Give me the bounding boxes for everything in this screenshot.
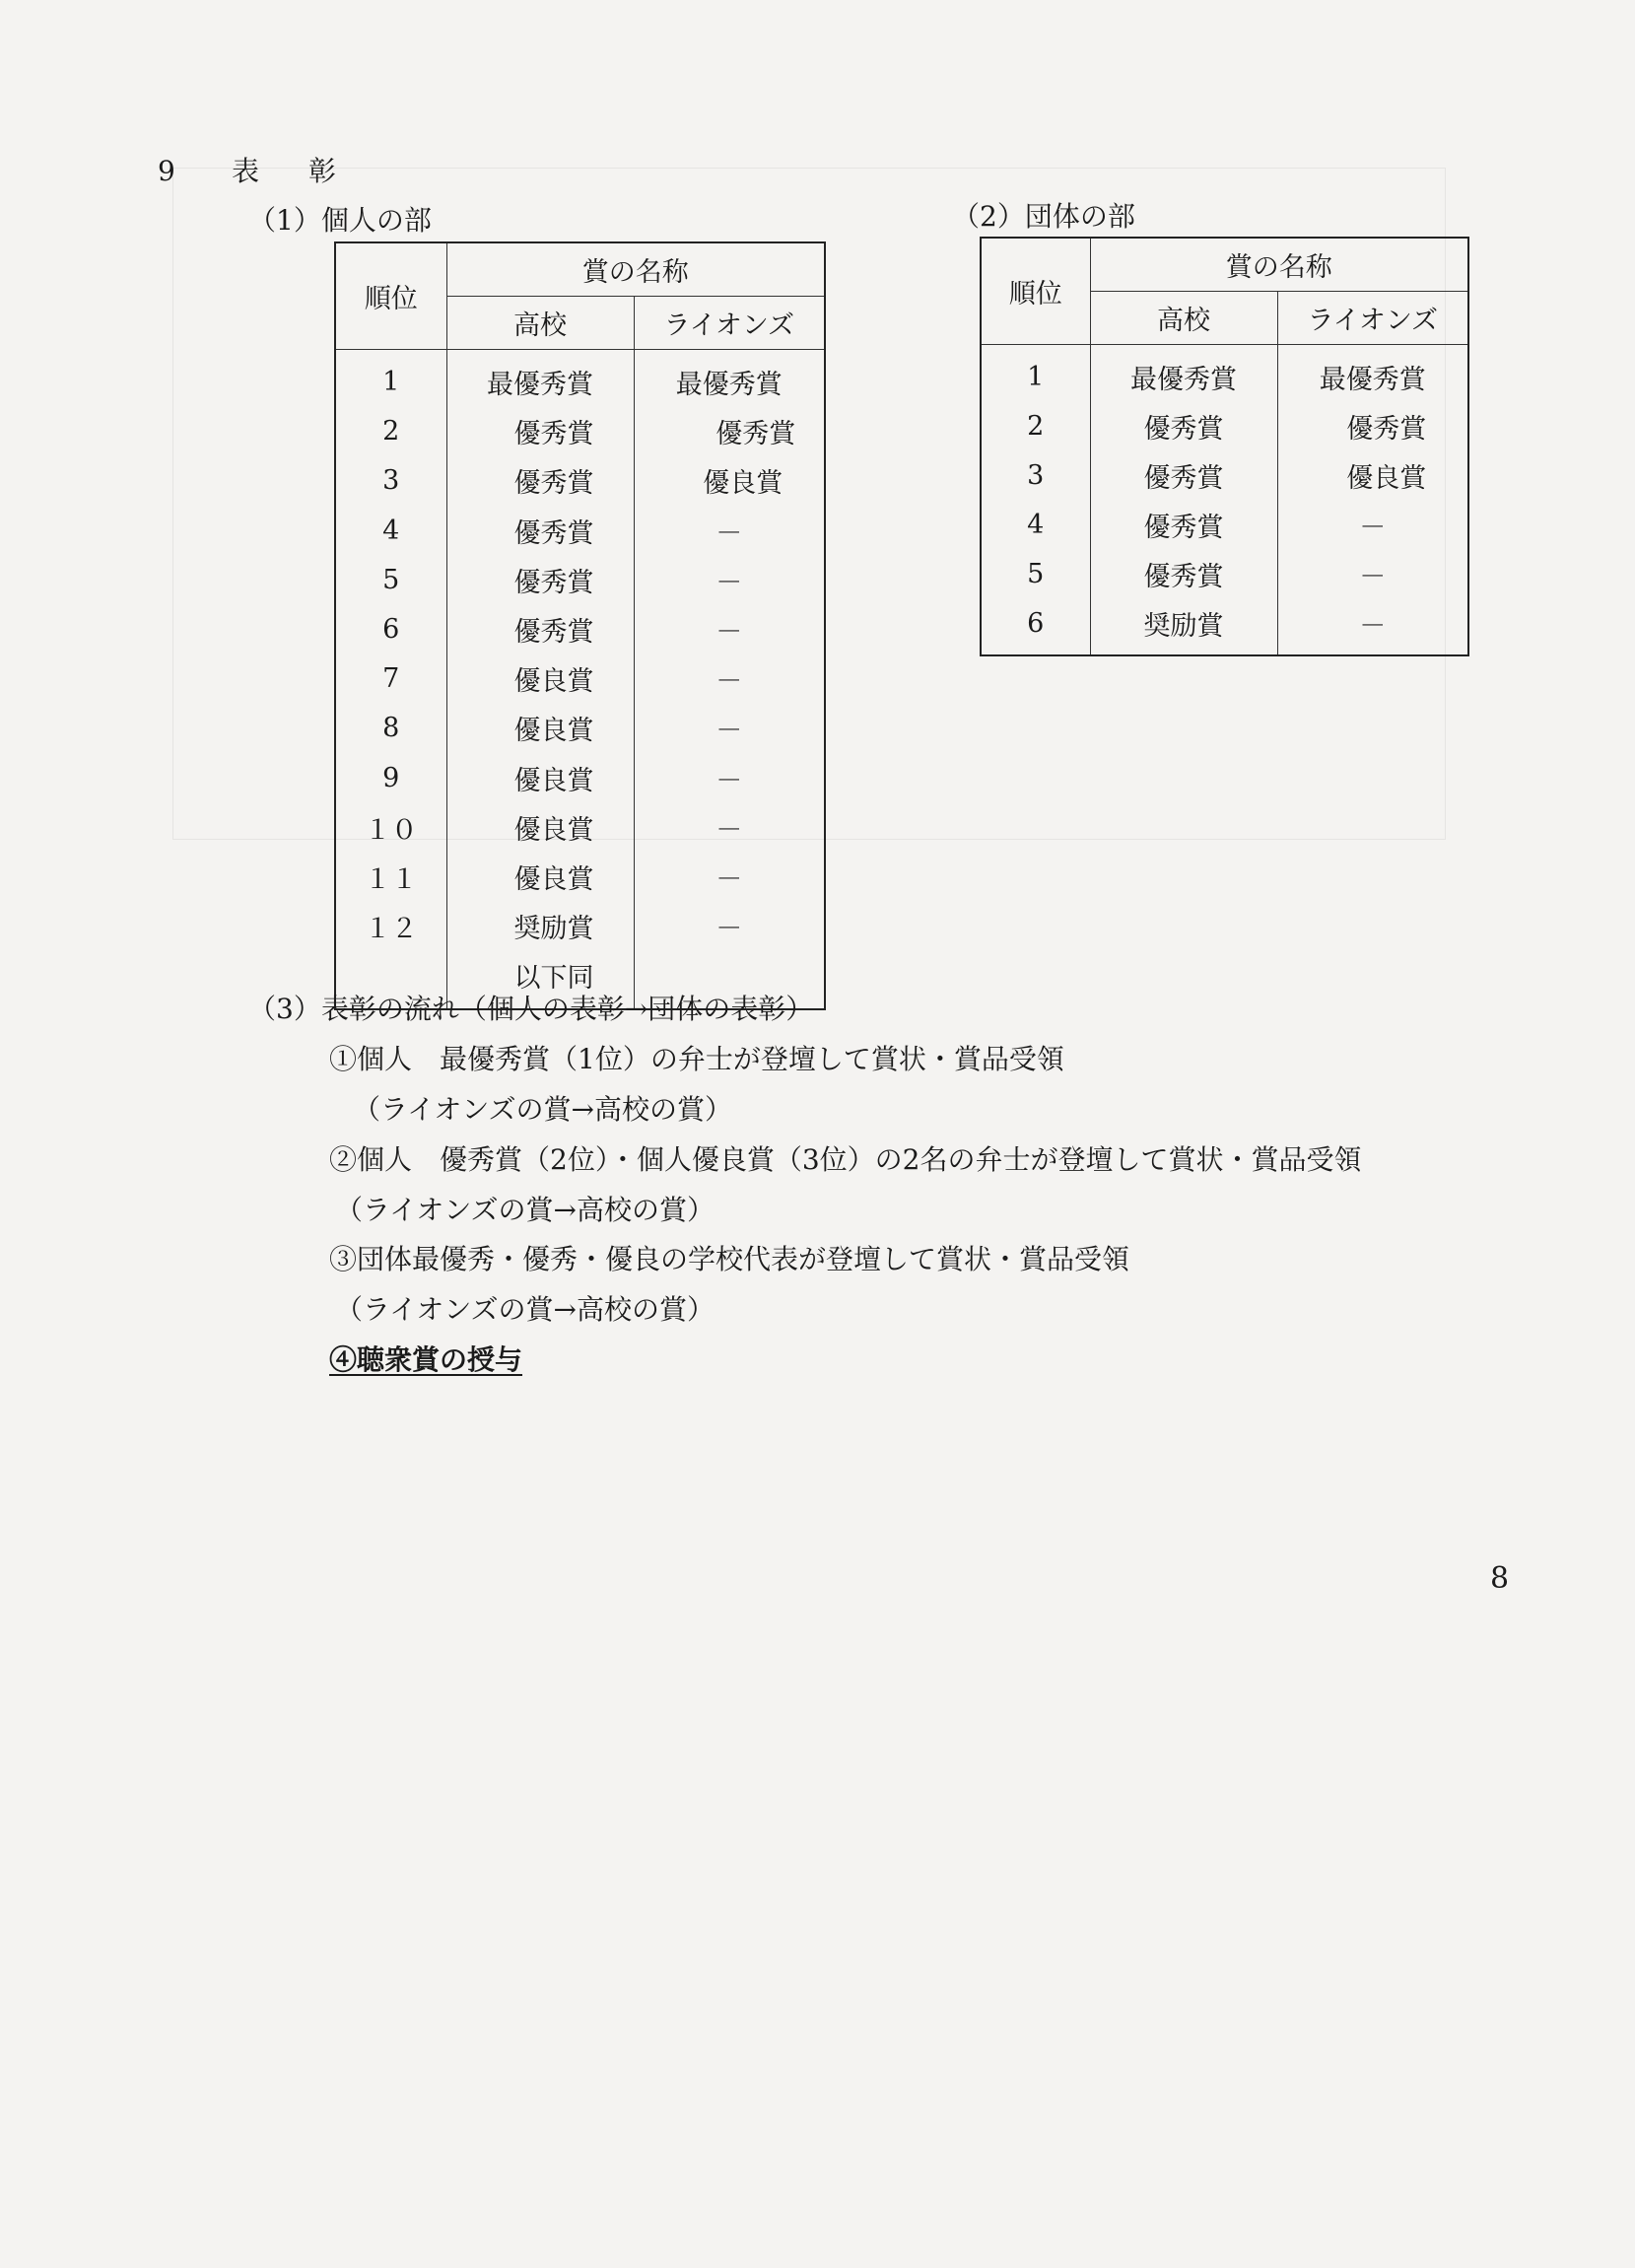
header-prize-name: 賞の名称 [1090, 238, 1468, 291]
section-heading [158, 150, 338, 189]
header-lions: ライオンズ [634, 296, 825, 349]
rank-cell: 9 [335, 753, 446, 802]
table-row [335, 753, 825, 802]
school-award-cell: 最優秀賞 [1090, 344, 1277, 402]
rank-cell: １０ [335, 802, 446, 852]
lions-award-cell: － [634, 852, 825, 901]
table-row [335, 654, 825, 704]
lions-award-cell: － [634, 506, 825, 555]
header-rank: 順位 [335, 242, 446, 349]
table-row [981, 344, 1468, 402]
lions-award-cell: 優秀賞 [1277, 402, 1468, 451]
lions-award-cell: － [1277, 501, 1468, 550]
school-award-cell: 最優秀賞 [446, 349, 634, 407]
table-row [981, 501, 1468, 550]
header-school: 高校 [1090, 291, 1277, 344]
rank-cell: 5 [335, 555, 446, 604]
individual-heading: （1）個人の部 [248, 204, 432, 237]
rank-cell: 7 [335, 654, 446, 704]
table-row [335, 704, 825, 753]
school-award-cell: 優秀賞 [446, 555, 634, 604]
table-row [981, 599, 1468, 655]
flow-item-3: ③団体最優秀・優秀・優良の学校代表が登壇して賞状・賞品受領 [329, 1243, 1130, 1275]
flow-item-1: ①個人 最優秀賞（1位）の弁士が登壇して賞状・賞品受領 [329, 1043, 1064, 1075]
rank-cell: 4 [981, 501, 1090, 550]
rank-cell: 2 [335, 407, 446, 456]
rank-cell: 5 [981, 550, 1090, 599]
lions-award-cell: － [634, 555, 825, 604]
rank-cell: 6 [335, 604, 446, 653]
section-title-char-1: 表 [232, 155, 262, 187]
rank-cell: 1 [981, 344, 1090, 402]
flow-item-4: ④聴衆賞の授与 [329, 1343, 523, 1376]
table-row [335, 604, 825, 653]
table-row [335, 349, 825, 407]
rank-cell: １２ [335, 902, 446, 951]
school-award-cell: 優秀賞 [446, 604, 634, 653]
table-row [981, 402, 1468, 451]
flow-item-2: ②個人 優秀賞（2位）・個人優良賞（3位）の2名の弁士が登壇して賞状・賞品受領 [329, 1143, 1362, 1176]
school-award-cell: 優秀賞 [446, 407, 634, 456]
table-row [335, 555, 825, 604]
lions-award-cell: － [634, 654, 825, 704]
school-award-cell: 奨励賞 [1090, 599, 1277, 655]
group-heading: （2）団体の部 [952, 200, 1135, 233]
lions-award-cell: 優良賞 [634, 456, 825, 506]
lions-award-cell: 優秀賞 [634, 407, 825, 456]
rank-cell: 6 [981, 599, 1090, 655]
school-award-cell: 優良賞 [446, 704, 634, 753]
section-number: 9 [158, 155, 177, 187]
rank-cell: 1 [335, 349, 446, 407]
school-award-cell: 優秀賞 [1090, 501, 1277, 550]
lions-award-cell: 優良賞 [1277, 451, 1468, 501]
school-award-cell: 優秀賞 [446, 456, 634, 506]
flow-item-2-note: （ライオンズの賞→高校の賞） [335, 1194, 715, 1226]
lions-award-cell: － [634, 802, 825, 852]
school-award-cell: 優良賞 [446, 852, 634, 901]
rank-cell: 3 [981, 451, 1090, 501]
school-award-cell: 優秀賞 [446, 506, 634, 555]
rank-cell: 8 [335, 704, 446, 753]
lions-award-cell: 最優秀賞 [1277, 344, 1468, 402]
header-school: 高校 [446, 296, 634, 349]
lions-award-cell: 最優秀賞 [634, 349, 825, 407]
rank-cell: 3 [335, 456, 446, 506]
header-lions: ライオンズ [1277, 291, 1468, 344]
section-title-char-2: 彰 [308, 155, 339, 187]
school-award-cell: 優秀賞 [1090, 550, 1277, 599]
table-row [335, 456, 825, 506]
flow-item-1-note: （ライオンズの賞→高校の賞） [353, 1093, 732, 1126]
lions-award-cell: － [634, 604, 825, 653]
flow-item-3-note: （ライオンズの賞→高校の賞） [335, 1293, 715, 1326]
table-row [335, 852, 825, 901]
school-award-cell: 優良賞 [446, 753, 634, 802]
lions-award-cell: － [634, 753, 825, 802]
rank-cell: 4 [335, 506, 446, 555]
page-number: 8 [1490, 1561, 1510, 1596]
group-award-table [980, 237, 1469, 656]
table-row [335, 506, 825, 555]
lions-award-cell: － [1277, 599, 1468, 655]
school-award-cell: 優秀賞 [1090, 402, 1277, 451]
table-row [981, 550, 1468, 599]
rank-cell: １１ [335, 852, 446, 901]
school-award-cell: 優秀賞 [1090, 451, 1277, 501]
header-prize-name: 賞の名称 [446, 242, 825, 296]
flow-heading: （3）表彰の流れ（個人の表彰→団体の表彰） [248, 993, 814, 1025]
school-award-cell: 奨励賞 [446, 902, 634, 951]
table-row [335, 407, 825, 456]
lions-award-cell: － [634, 902, 825, 951]
lions-award-cell: － [1277, 550, 1468, 599]
table-row [335, 802, 825, 852]
rank-cell: 2 [981, 402, 1090, 451]
school-award-cell: 優良賞 [446, 654, 634, 704]
header-rank: 順位 [981, 238, 1090, 344]
school-award-cell: 以下同 [446, 951, 634, 1009]
school-award-cell: 優良賞 [446, 802, 634, 852]
lions-award-cell: － [634, 704, 825, 753]
table-row [335, 902, 825, 951]
table-row [981, 451, 1468, 501]
individual-award-table [334, 241, 826, 1010]
